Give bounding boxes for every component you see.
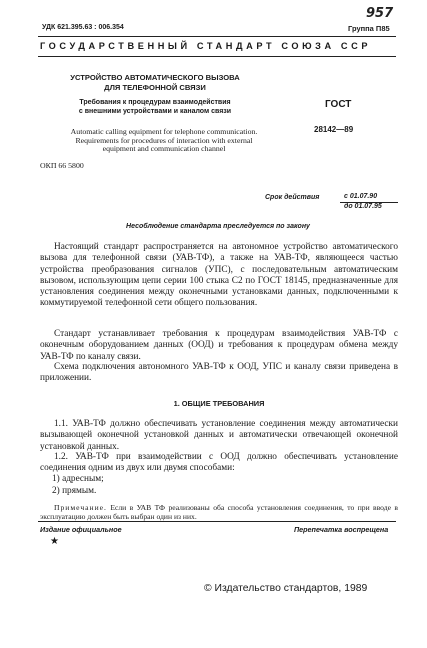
official-edition: Издание официальное [40, 525, 122, 534]
english-title [40, 128, 288, 154]
banner-title: ГОСУДАРСТВЕННЫЙ СТАНДАРТ СОЮЗА ССР [40, 41, 372, 51]
validity-from: с 01.07.90 [344, 193, 378, 200]
gost-number: 28142—89 [314, 125, 354, 134]
note [40, 503, 398, 522]
handwritten-page-number: 957 [366, 6, 394, 21]
english-line-3: equipment and communication channel [102, 144, 226, 154]
subtitle-line-2: с внешними устройствами и каналом связи [78, 108, 232, 115]
title-line-1: УСТРОЙСТВО АВТОМАТИЧЕСКОГО ВЫЗОВА [70, 73, 240, 82]
note-label: Примечание. [54, 503, 107, 512]
legal-notice: Несоблюдение стандарта преследуется по закону [126, 223, 310, 230]
title-line-2: ДЛЯ ТЕЛЕФОННОЙ СВЯЗИ [104, 83, 206, 92]
validity-to: до 01.07.95 [344, 203, 382, 210]
subtitle-line-1: Требования к процедурам взаимодействия [79, 99, 231, 106]
udk-code: УДК 621.395.63 : 006.354 [42, 24, 124, 31]
paragraph-requirements: Стандарт устанавливает требования к процедурам взаимодействия УАВ-ТФ с оконечным оборудованием данных (ООД) и требования к процедурам обмена между УАВ-ТФ по каналу связи. [40, 329, 398, 362]
english-line-1: Automatic calling equipment for telephone communication. [70, 127, 258, 136]
reprint-notice: Перепечатка воспрещена [294, 525, 389, 534]
validity-label: Срок действия [265, 194, 320, 201]
clause-1-2: 1.2. УАВ-ТФ при взаимодействии с ООД должно обеспечивать установление соединения одним из двух или двумя способами: [40, 452, 398, 474]
paragraph-scope: Настоящий стандарт распространяется на автономное устройство автоматического вызова для телефонной связи (УАВ-ТФ), а также на УАВ-ТФ, являющееся частью устройства преобразования сигналов (УПС), с последовательным автоматическим вызовом, использующим цепи серии 100 стыка С2 по ГОСТ 18145, предназначенные для установления соединения между оконечными установками данных, подключенными к коммутируемой телефонной сети общего пользования. [40, 242, 398, 309]
list-item-address: 1) адресным; [52, 474, 104, 484]
okp-code: ОКП 66 5800 [40, 161, 84, 170]
note-text: Если в УАВ ТФ реализованы оба способа установления соединения, то при вводе в эксплуатацию должен быть выбран один из них. [40, 503, 399, 522]
top-rule [38, 36, 396, 37]
group-code: Группа П85 [348, 24, 390, 33]
english-line-2: Requirements for procedures of interaction with external [75, 135, 253, 145]
copyright: © Издательство стандартов, 1989 [204, 583, 368, 594]
star-icon: ★ [50, 536, 59, 547]
paragraph-appendix: Схема подключения автономного УАВ-ТФ к ООД, УПС и каналу связи приведена в приложении. [40, 362, 398, 384]
banner-rule [38, 56, 396, 57]
document-title [40, 73, 270, 93]
clause-1-1: 1.1. УАВ-ТФ должно обеспечивать установление соединения между автоматически вызывающей оконечной установкой данных и автоматически отвечающей оконечной установкой данных. [40, 419, 398, 452]
section-heading: 1. ОБЩИЕ ТРЕБОВАНИЯ [173, 399, 265, 408]
gost-label: ГОСТ [325, 99, 352, 110]
list-item-direct: 2) прямым. [52, 486, 97, 496]
footer-rule [38, 521, 396, 522]
document-subtitle [40, 98, 270, 116]
